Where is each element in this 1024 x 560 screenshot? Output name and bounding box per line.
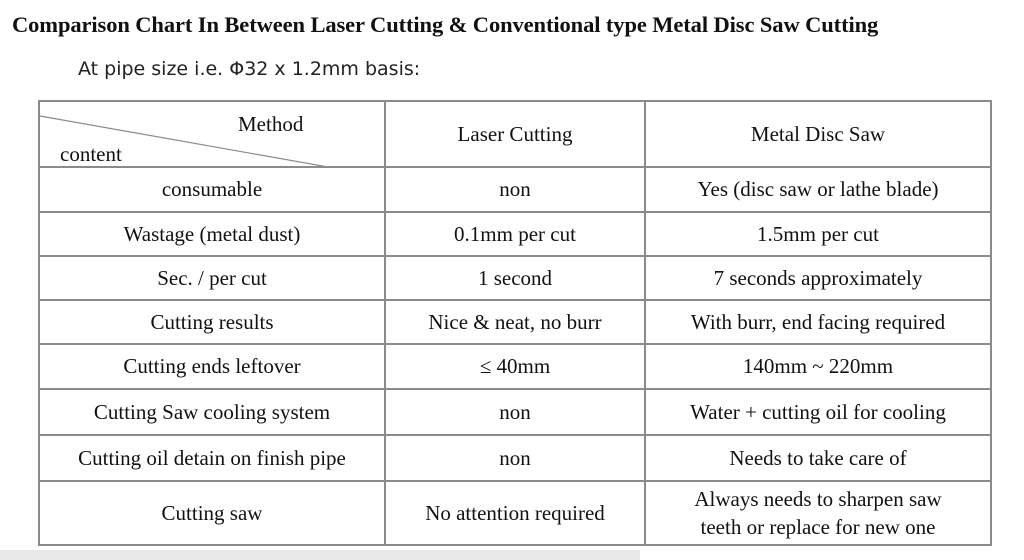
header-metal-disc-saw: Metal Disc Saw — [645, 101, 991, 167]
header-method-label: Method — [238, 112, 304, 136]
row-saw-cell: 7 seconds approximately — [645, 256, 991, 300]
table-row — [39, 344, 991, 389]
row-content-cell: Cutting results — [39, 300, 385, 344]
row-content-cell: Cutting Saw cooling system — [39, 389, 385, 435]
row-saw-cell — [645, 481, 991, 545]
row-saw-cell: 140mm ~ 220mm — [645, 344, 991, 389]
document-title: Comparison Chart In Between Laser Cutting & Conventional type Metal Disc Saw Cutting — [12, 12, 879, 37]
row-laser-cell: 0.1mm per cut — [385, 212, 645, 256]
row-saw-cell: Water + cutting oil for cooling — [645, 389, 991, 435]
bottom-edge-strip — [0, 550, 640, 560]
table-row — [39, 300, 991, 344]
row-laser-cell: non — [385, 167, 645, 212]
comparison-table — [38, 100, 992, 546]
row-content-cell: Cutting ends leftover — [39, 344, 385, 389]
table-row — [39, 435, 991, 481]
row-content-cell: Cutting oil detain on finish pipe — [39, 435, 385, 481]
header-content-label: content — [60, 142, 122, 166]
row-saw-cell: 1.5mm per cut — [645, 212, 991, 256]
row-saw-cell: With burr, end facing required — [645, 300, 991, 344]
header-laser-cutting: Laser Cutting — [385, 101, 645, 167]
row-laser-cell: ≤ 40mm — [385, 344, 645, 389]
row-laser-cell: 1 second — [385, 256, 645, 300]
row-laser-cell: No attention required — [385, 481, 645, 545]
row-laser-cell: non — [385, 435, 645, 481]
document-subtitle: At pipe size i.e. Φ32 x 1.2mm basis: — [78, 58, 421, 80]
table-row — [39, 481, 991, 545]
row-content-cell: Cutting saw — [39, 481, 385, 545]
row-content-cell: Sec. / per cut — [39, 256, 385, 300]
table-row — [39, 167, 991, 212]
table-row — [39, 389, 991, 435]
table-row — [39, 256, 991, 300]
row-saw-cell: Needs to take care of — [645, 435, 991, 481]
row-laser-cell: non — [385, 389, 645, 435]
saw-cell-line-2: teeth or replace for new one — [700, 515, 936, 539]
saw-cell-line-1: Always needs to sharpen saw — [694, 486, 942, 511]
table-header-row — [39, 101, 991, 167]
header-corner-cell — [39, 101, 385, 167]
row-content-cell: consumable — [39, 167, 385, 212]
row-saw-cell: Yes (disc saw or lathe blade) — [645, 167, 991, 212]
table-row — [39, 212, 991, 256]
row-content-cell: Wastage (metal dust) — [39, 212, 385, 256]
row-laser-cell: Nice & neat, no burr — [385, 300, 645, 344]
